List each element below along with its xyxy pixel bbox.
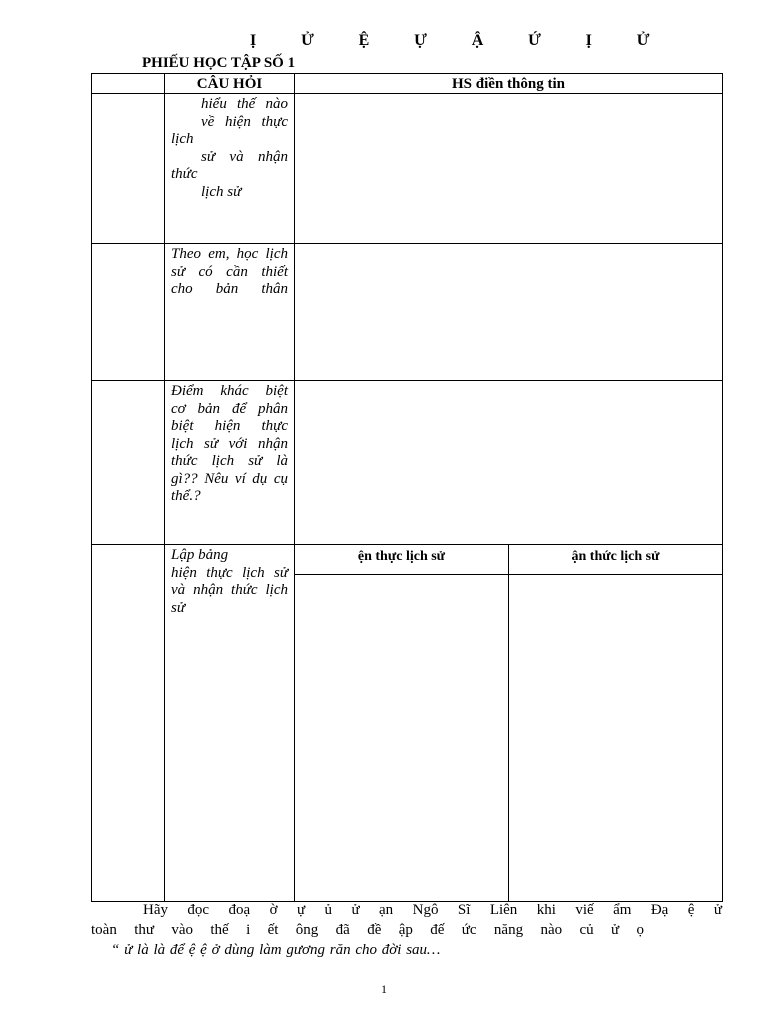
header-fragment: Ị bbox=[250, 32, 257, 49]
comparison-table bbox=[295, 545, 722, 901]
row-number-cell bbox=[92, 545, 165, 902]
answer-field-2[interactable] bbox=[295, 244, 723, 381]
table-row bbox=[92, 545, 723, 902]
worksheet-table bbox=[91, 73, 723, 902]
paragraph-line-1: Hãy đọc đoạ ờ ự ủ ử ạn Ngô Sĩ Liên khi viế ẩm Đạ ệ ử bbox=[143, 902, 722, 918]
page-number: 1 bbox=[381, 982, 387, 996]
table-row bbox=[92, 94, 723, 244]
question-column-header: CÂU HỎI bbox=[165, 74, 295, 94]
historical-awareness-header: ận thức lịch sử bbox=[509, 545, 723, 575]
table-header-row bbox=[92, 74, 723, 94]
question-text-1: hiểu thế nào về hiện thực lịch sử và nhận thức lịch sử bbox=[171, 96, 288, 200]
historical-reality-field[interactable] bbox=[295, 575, 509, 902]
question-cell-1 bbox=[165, 94, 295, 244]
blank-header-cell bbox=[92, 74, 165, 94]
table-row bbox=[92, 244, 723, 381]
answer-field-1[interactable] bbox=[295, 94, 723, 244]
header-fragment: Ử bbox=[636, 32, 650, 49]
question-cell-3 bbox=[165, 381, 295, 545]
table-row bbox=[92, 381, 723, 545]
comparison-table-cell bbox=[295, 545, 723, 902]
row-number-cell bbox=[92, 381, 165, 545]
header-fragment: Ị bbox=[585, 32, 593, 49]
reading-instruction-paragraph bbox=[91, 900, 722, 960]
question-text-4: Lập bảng hiện thực lịch sử và nhận thức lịch sử bbox=[171, 547, 288, 616]
question-text-3: Điểm khác biệt cơ bản để phân biệt hiện thực lịch sử với nhận thức lịch sử là gì?? Nêu ví dụ cụ thể.? bbox=[171, 383, 288, 504]
comparison-header-row bbox=[295, 545, 722, 575]
question-text-2: Theo em, học lịch sử có cần thiết cho bản thân bbox=[171, 246, 288, 297]
header-fragment: Ậ bbox=[471, 32, 484, 49]
answer-field-3[interactable] bbox=[295, 381, 723, 545]
header-fragment: Ự bbox=[414, 32, 428, 49]
question-cell-2 bbox=[165, 244, 295, 381]
quotation-line: “ ử là là để ệ ệ ở dùng làm gương răn cho đời sau… bbox=[111, 942, 441, 958]
paragraph-line-2: toàn thư vào thế i ết ông đã đề ập đế ức năng nào củ ử ọ bbox=[91, 922, 644, 938]
comparison-body-row bbox=[295, 575, 722, 902]
historical-reality-header: ện thực lịch sử bbox=[295, 545, 509, 575]
header-fragment: Ử bbox=[301, 32, 315, 49]
question-cell-4 bbox=[165, 545, 295, 902]
row-number-cell bbox=[92, 94, 165, 244]
historical-awareness-field[interactable] bbox=[509, 575, 723, 902]
worksheet-title: PHIẾU HỌC TẬP SỐ 1 bbox=[142, 55, 296, 71]
row-number-cell bbox=[92, 244, 165, 381]
header-fragment: Ứ bbox=[528, 32, 542, 49]
page-header-fragments bbox=[250, 32, 650, 50]
answer-column-header: HS điền thông tin bbox=[295, 74, 723, 94]
header-fragment: Ệ bbox=[358, 32, 370, 49]
